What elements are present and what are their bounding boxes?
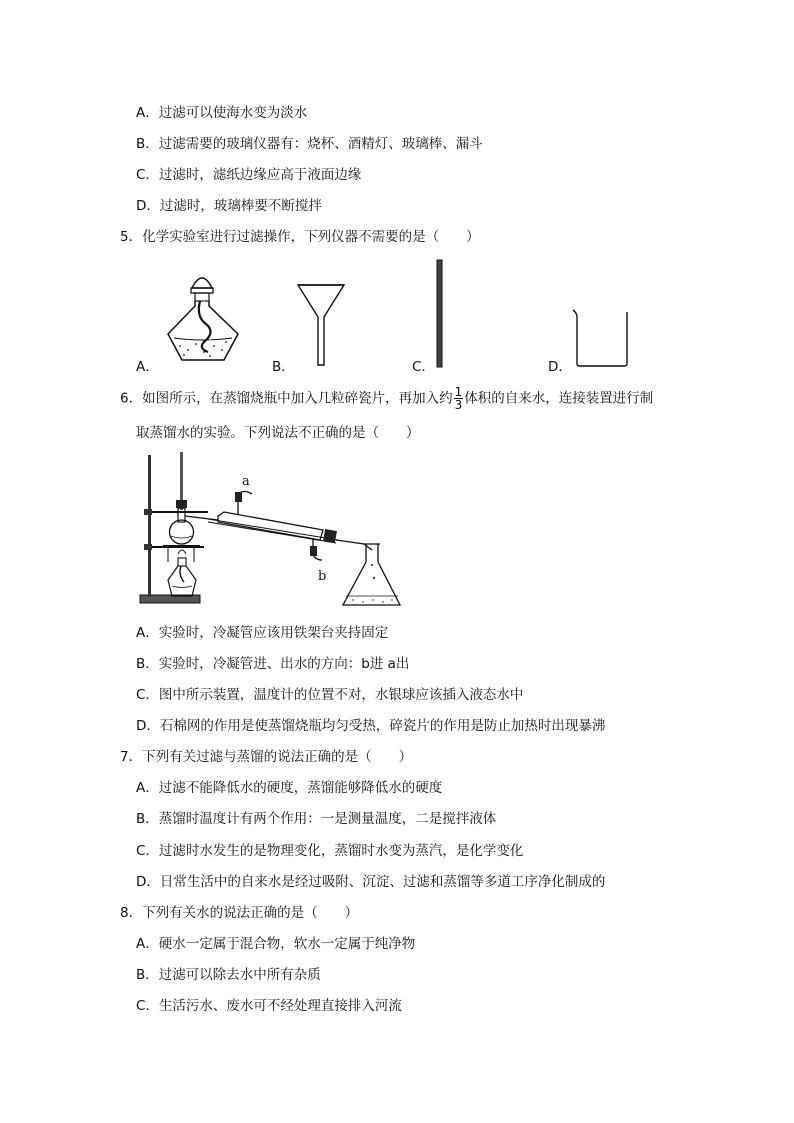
q4-option-b: B．过滤需要的玻璃仪器有：烧杯、酒精灯、玻璃棒、漏斗 [136, 136, 483, 152]
glass-rod-icon [434, 259, 446, 369]
q7-option-d: D．日常生活中的自来水是经过吸附、沉淀、过滤和蒸馏等多道工序净化制成的 [136, 874, 606, 890]
q8-option-a: A．硬水一定属于混合物，软水一定属于纯净物 [136, 936, 416, 952]
beaker-icon [570, 308, 630, 368]
q6-option-b: B．实验时，冷凝管进、出水的方向：b进 a出 [136, 656, 410, 672]
q8-option-b: B．过滤可以除去水中所有杂质 [136, 967, 321, 983]
label-a: a [242, 474, 250, 489]
q6-option-c: C．图中所示装置，温度计的位置不对，水银球应该插入液态水中 [136, 687, 524, 703]
q6-stem-line2: 取蒸馏水的实验。下列说法不正确的是（ ） [136, 425, 420, 441]
funnel-icon [296, 283, 346, 368]
alcohol-lamp-icon [162, 262, 242, 362]
q6-option-a: A．实验时，冷凝管应该用铁架台夹持固定 [136, 625, 389, 641]
q5-label-c: C． [412, 359, 435, 375]
q4-option-c: C．过滤时，滤纸边缘应高于液面边缘 [136, 167, 362, 183]
q6-frac-den: 3 [454, 398, 463, 412]
q6-fraction [454, 386, 464, 411]
q7-option-b: B．蒸馏时温度计有两个作用：一是测量温度，二是搅拌液体 [136, 811, 497, 827]
q8-option-c: C．生活污水、废水可不经处理直接排入河流 [136, 998, 402, 1014]
q7-stem: 7．下列有关过滤与蒸馏的说法正确的是（ ） [120, 749, 413, 765]
distillation-apparatus-diagram [138, 450, 558, 610]
q7-option-a: A．过滤不能降低水的硬度，蒸馏能够降低水的硬度 [136, 780, 443, 796]
q6-option-d: D．石棉网的作用是使蒸馏烧瓶均匀受热，碎瓷片的作用是防止加热时出现暴沸 [136, 718, 606, 734]
q5-label-a: A． [136, 359, 159, 375]
q6-stem-part1: 6．如图所示，在蒸馏烧瓶中加入几粒碎瓷片，再加入约 [120, 390, 453, 407]
q5-stem: 5．化学实验室进行过滤操作，下列仪器不需要的是（ ） [120, 229, 480, 245]
q6-frac-num: 1 [454, 385, 463, 399]
q6-stem-part2: 体积的自来水，连接装置进行制 [464, 390, 654, 407]
q5-label-d: D． [548, 359, 572, 375]
q4-option-d: D．过滤时，玻璃棒要不断搅拌 [136, 198, 322, 214]
q8-stem: 8．下列有关水的说法正确的是（ ） [120, 905, 359, 921]
q7-option-c: C．过滤时水发生的是物理变化，蒸馏时水变为蒸汽，是化学变化 [136, 843, 524, 859]
q4-option-a: A．过滤可以使海水变为淡水 [136, 105, 308, 121]
q6-stem-line1 [120, 386, 653, 411]
q5-label-b: B． [272, 359, 295, 375]
label-b: b [318, 569, 327, 584]
